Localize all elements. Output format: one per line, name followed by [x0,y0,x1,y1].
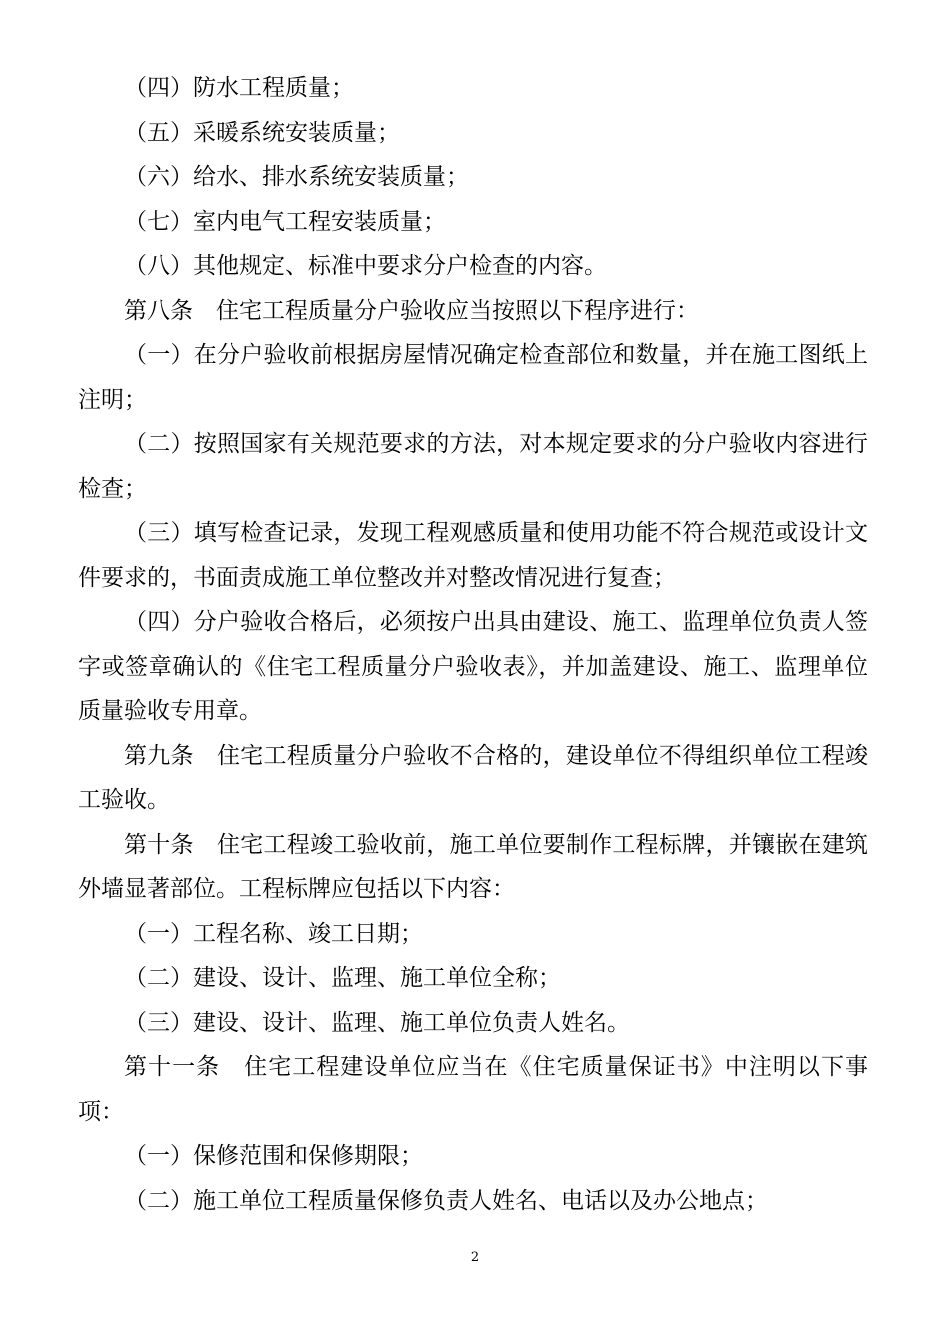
article-11-heading: 第十一条 住宅工程建设单位应当在《住宅质量保证书》中注明以下事项： [78,1054,868,1125]
paragraph-item-8-other: （八）其他规定、标准中要求分户检查的内容。 [124,253,607,279]
article-10-item-2: （二）建设、设计、监理、施工单位全称； [124,965,561,991]
document-body [78,66,868,1223]
article-11-item-1: （一）保修范围和保修期限； [124,1143,423,1169]
article-8-item-1: （一）在分户验收前根据房屋情况确定检查部位和数量，并在施工图纸上注明； [78,342,868,413]
page-number: 2 [470,1250,480,1265]
paragraph-item-7-electrical: （七）室内电气工程安装质量； [124,208,446,235]
paragraph-item-6-plumbing: （六）给水、排水系统安装质量； [124,164,469,190]
article-10-heading: 第十条 住宅工程竣工验收前，施工单位要制作工程标牌，并镶嵌在建筑外墙显著部位。工程标牌应包括以下内容： [78,831,868,902]
article-8-item-3: （三）填写检查记录，发现工程观感质量和使用功能不符合规范或设计文件要求的，书面责成施工单位整改并对整改情况进行复查； [78,520,868,591]
article-9: 第九条 住宅工程质量分户验收不合格的，建设单位不得组织单位工程竣工验收。 [78,742,868,813]
article-8-item-2: （二）按照国家有关规范要求的方法，对本规定要求的分户验收内容进行检查； [78,431,868,502]
article-10-item-3: （三）建设、设计、监理、施工单位负责人姓名。 [124,1009,630,1036]
article-11-item-2: （二）施工单位工程质量保修负责人姓名、电话以及办公地点； [124,1187,768,1214]
article-8-heading: 第八条 住宅工程质量分户验收应当按照以下程序进行： [124,297,699,324]
paragraph-item-4-waterproofing: （四）防水工程质量； [124,75,354,101]
paragraph-item-5-heating: （五）采暖系统安装质量； [124,119,400,146]
article-10-item-1: （一）工程名称、竣工日期； [124,920,423,947]
article-8-item-4: （四）分户验收合格后，必须按户出具由建设、施工、监理单位负责人签字或签章确认的《住宅工程质量分户验收表》，并加盖建设、施工、监理单位质量验收专用章。 [78,609,868,724]
